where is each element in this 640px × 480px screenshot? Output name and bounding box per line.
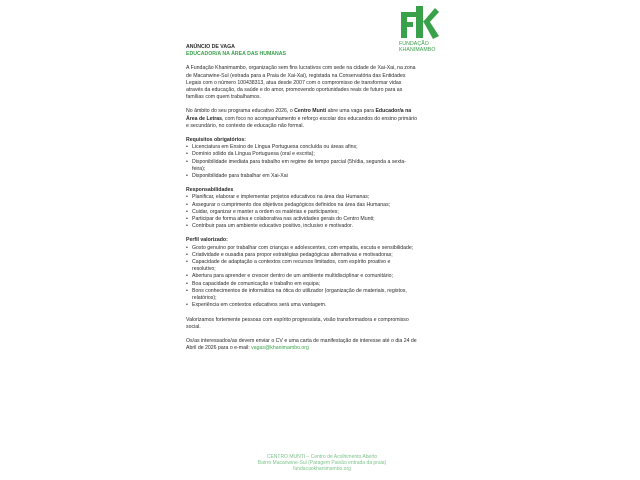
list-item: • Domínio sólido da Língua Portuguesa (oral e escrita);	[186, 151, 458, 158]
intro-paragraph	[186, 65, 458, 101]
closing-paragraph: Valorizamos fortemente pessoas com espírito progressista, visão transformadora e compromisso social.	[186, 316, 409, 330]
list-item: • Participar de forma ativa e colaborativa nas actividades gerais do Centro Munti;	[186, 216, 458, 223]
intro-line: A Fundação Khanimambo, organização sem fins lucrativos com sede na cidade de Xai-Xai, na zona	[186, 65, 416, 72]
list-item: • Planificar, elaborar e implementar projetos educativos na área das Humanas;	[186, 194, 458, 201]
list-item: • Boa capacidade de comunicação e trabalho em equipa;	[186, 281, 458, 288]
footer-centre-name: CENTRO MUNTI – Centro de Acolhimento Aberto	[266, 454, 378, 460]
contact-email-link[interactable]: vagas@khanimambo.org	[251, 345, 309, 352]
list-item: • Gosto genuíno por trabalhar com crianças e adolescentes, com empatia, escuta e sensibilidade;	[186, 245, 458, 252]
list-item: • Cuidar, organizar e manter a ordem os matérias e participantes;	[186, 209, 458, 216]
document-title: ANÚNCIO DE VAGA	[186, 44, 235, 50]
list-item: • Disponibilidade para trabalhar em Xai-Xai	[186, 173, 458, 180]
responsibilities-list	[186, 194, 458, 230]
requirements-list	[186, 144, 458, 180]
page-footer	[186, 454, 458, 473]
centre-name: Centro Munti	[294, 108, 327, 115]
application-paragraph: Os/as interessados/as devem enviar o CV e uma carta de manifestação de interesse até o dia 24 de Abril de 2026 para o e-mail: vagas@khanimambo.org	[186, 337, 417, 352]
document-subtitle: EDUCADOR/A NA ÁREA DAS HUMANAS	[186, 51, 287, 58]
list-item: • Assegurar o cumprimento dos objetivos pedagógicos definidos na área das Humanas;	[186, 202, 458, 209]
list-item: • Abertura para aprender e crescer dentro de um ambiente multidisciplinar e comunitário;	[186, 273, 458, 280]
list-item: • Licenciatura em Ensino de Língua Portuguesa concluída ou áreas afins;	[186, 144, 458, 151]
announcement-body	[186, 41, 458, 352]
list-item: • Disponibilidade imediata para trabalho em regime de tempo parcial (5h/dia, segunda a sexta- feira);	[186, 159, 458, 173]
role-area: Área de Letras	[186, 115, 223, 122]
fk-monogram-icon	[399, 4, 439, 40]
role-title: Educador/a na	[375, 108, 412, 115]
logo-text-line1: FUNDAÇÃO	[399, 41, 429, 47]
list-item: • Experiência em contextos educativos será uma vantagem.	[186, 302, 458, 309]
footer-website-link[interactable]: fundacaokhanimambo.org	[293, 466, 351, 473]
intro-line: Legais com o número 100438313, atua desde 2007 com o compromisso de transformar vidas	[186, 79, 402, 86]
list-item: • Capacidade de adaptação a contextos com recursos limitados, com espírito proativo e resolutivo;	[186, 259, 458, 273]
intro-line: de Macanwine-Sul (estrada para a Praia de Xai-Xai), registada na Conservatória das Entidades	[186, 72, 406, 79]
list-item: • Criatividade e ousadia para propor estratégias pedagógicas alternativas e motivadoras;	[186, 252, 458, 259]
logo-text-line2: KHANIMAMBO	[399, 46, 436, 53]
requirements-heading: Requisitos obrigatórios:	[186, 137, 246, 144]
profile-heading: Perfil valorizado:	[186, 237, 228, 244]
intro-line: famílias com quem trabalhamos.	[186, 94, 261, 101]
responsibilities-heading: Responsabilidades	[186, 187, 234, 194]
intro-line: através da educação, da saúde e do amor, promovendo oportunidades reais de futuro para as	[186, 87, 403, 94]
program-paragraph: No âmbito do seu programa educativo 2026, o Centro Munti abre uma vaga para Educador/a na Área de Letras, com foco no acompanhamento e reforço escolar dos educandos do ensino primário e secundário, no contexto de educação não formal.	[186, 108, 417, 129]
list-item: • Contribuir para um ambiente educativo positivo, inclusivo e motivador.	[186, 223, 458, 230]
footer-address: Bairro Macanwine-Sul (Paragem Paixão entrada da praia)	[257, 460, 387, 467]
profile-list	[186, 245, 458, 310]
list-item: • Bons conhecimentos de informática na ótica do utilizador (organização de materiais, registos, relatórios);	[186, 288, 458, 302]
